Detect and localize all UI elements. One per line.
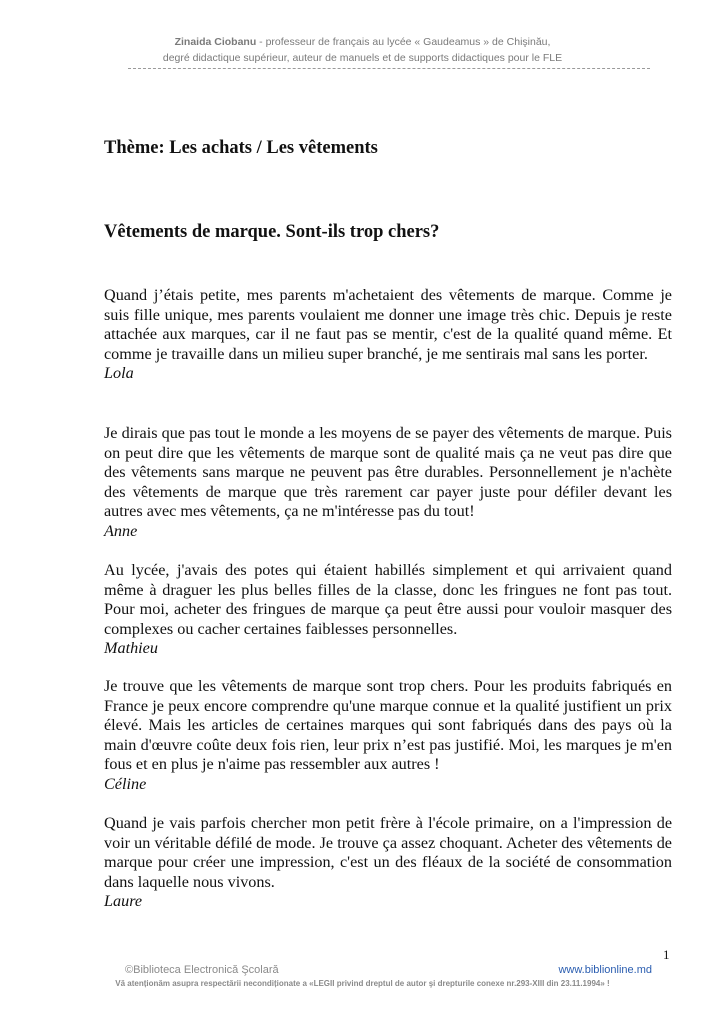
testimony-lola: [104, 286, 672, 384]
header-line-2: degré didactique supérieur, auteur de manuels et de supports didactiques pour le FLE: [162, 52, 563, 64]
testimony-celine: [104, 677, 672, 795]
testimony-author: Céline: [104, 774, 147, 793]
testimony-text: Je dirais que pas tout le monde a les moyens de se payer des vêtements de marque. Puis on peut dire que les vêtements de marque sont de qualité mais ça ne veut pas dire que des vêtements sans marque ne peuvent pas être durables. Personnellement je n'achète des vêtements de marque que très rarement car payer juste pour défiler devant les autres avec mes vêtements, ça ne m'intéresse pas du tout!: [104, 424, 672, 521]
testimony-mathieu: [104, 561, 672, 659]
header-divider: [128, 68, 650, 69]
page-number: 1: [663, 947, 670, 962]
testimony-text: Quand je vais parfois chercher mon petit frère à l'école primaire, on a l'impression de voir un véritable défilé de mode. Je trouve ça assez choquant. Acheter des vêtements de marque pour créer une impression, c'est un des fléaux de la société de consommation dans laquelle nous vivons.: [104, 814, 672, 891]
header-author-name: Zinaida Ciobanu: [174, 36, 257, 48]
header-line-1: [0, 34, 725, 50]
testimony-text: Quand j’étais petite, mes parents m'achetaient des vêtements de marque. Comme je suis fille unique, mes parents voulaient me donner une image très chic. Depuis je reste attachée aux marques, car il ne faut pas se mentir, c'est de la qualité quand même. Et comme je travaille dans un milieu super branché, je me sentirais mal sans les porter.: [104, 286, 672, 363]
testimony-text: Au lycée, j'avais des potes qui étaient habillés simplement et qui arrivaient quand même à draguer les plus belles filles de la classe, donc les fringues ne font pas tout. Pour moi, acheter des fringues de marque ça peut être aussi pour vouloir masquer des complexes ou cacher certaines faiblesses personnelles.: [104, 561, 672, 638]
testimony-author: Mathieu: [104, 639, 158, 658]
testimony-text: Je trouve que les vêtements de marque sont trop chers. Pour les produits fabriqués en France je peux encore comprendre qu'une marque connue et la qualité justifient un prix élevé. Mais les articles de certaines marques qui sont fabriqués dans des pays où la main d'œuvre coûte deux fois rien, leur prix n’est pas justifié. Moi, les marques je m'en fous et en plus je n'aime pas ressembler aux autres !: [104, 677, 672, 774]
page-header: [0, 34, 725, 66]
article-title: Vêtements de marque. Sont-ils trop chers?: [104, 222, 440, 242]
footer-library: ©Biblioteca Electronică Şcolară: [125, 964, 279, 976]
testimony-author: Laure: [104, 892, 143, 911]
footer-website-link[interactable]: www.biblionline.md: [558, 964, 652, 976]
theme-title: Thème: Les achats / Les vêtements: [104, 138, 378, 158]
testimony-anne: [104, 424, 672, 542]
testimony-author: Lola: [104, 364, 134, 383]
testimony-laure: [104, 814, 672, 912]
testimony-author: Anne: [104, 521, 138, 540]
footer-copyright-notice: Vă atenționăm asupra respectării necondiționate a «LEGII privind dreptul de autor şi drepturile conexe nr.293-XIII din 23.11.1994» !: [115, 979, 610, 988]
header-author-role: - professeur de français au lycée « Gaudeamus » de Chişinău,: [256, 36, 551, 48]
